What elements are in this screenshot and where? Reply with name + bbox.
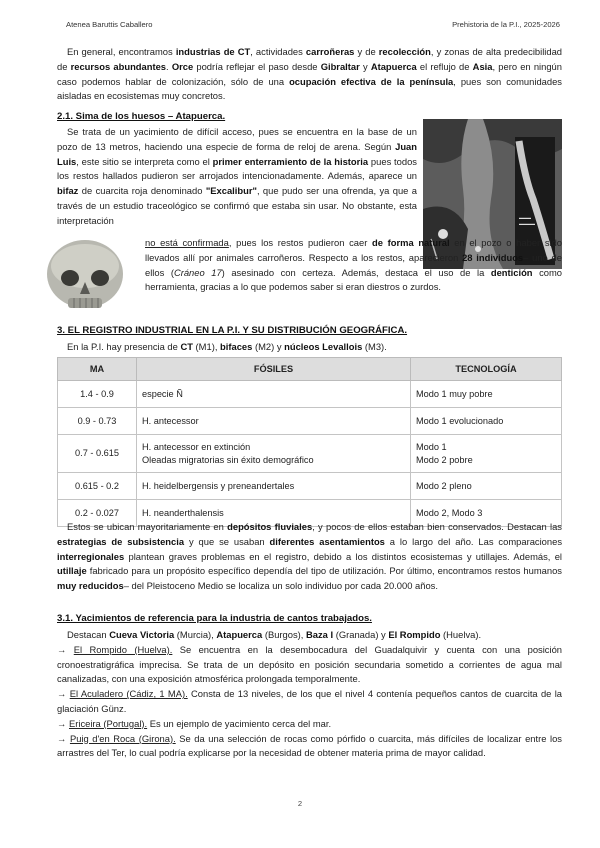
table-row: 0.7 - 0.615 H. antecessor en extinción Oleadas migratorias sin éxito demográfico Modo 1 Modo 2 pobre [58, 435, 562, 473]
arrow-icon: → [57, 643, 67, 655]
arrow-icon: → [57, 717, 67, 729]
list-item: → Ericeira (Portugal). Es un ejemplo de yacimiento cerca del mar. [57, 717, 332, 729]
list-item: → Puig d'en Roca (Girona). Se da una selección de rocas como pórfido o cuarcita, más difíciles de localizar entre los arrastres del Ter, lo cual podría explicarse por la necesidad de obtener materia prima de mayor calidad. [57, 732, 562, 759]
chronology-table [57, 357, 562, 527]
deposits-paragraph: Estos se ubican mayoritariamente en depósitos fluviales, y pocos de ellos estaban bien conservados. Destacan las estrategias de subsistencia y que se usaban diferentes asentamientos a lo largo del año. Las comparaciones interregionales plantean graves problemas en el registro, debido a los distintos ecosistemas y utillajes. Además, el utillaje fabricado para un propósito específico dependía del tipo de utilización. Por último, encontramos restos humanos muy reducidos– del Pleistoceno Medio se localiza un solo individuo por cada 20.000 años. [57, 521, 563, 592]
heading-section3: 3. EL REGISTRO INDUSTRIAL EN LA P.I. Y SU DISTRIBUCIÓN GEOGRÁFICA. [57, 325, 408, 336]
page-number: 2 [297, 799, 303, 808]
table-row: 0.9 - 0.73 H. antecessor Modo 1 evolucionado [58, 408, 562, 435]
arrow-icon: → [57, 732, 67, 744]
table-header-tecnologia: TECNOLOGÍA [411, 358, 562, 381]
table-row: 0.615 - 0.2 H. heidelbergensis y preneandertales Modo 2 pleno [58, 473, 562, 500]
header-author: Atenea Baruttis Caballero [66, 20, 153, 29]
intro-paragraph: En general, encontramos industrias de CT, actividades carroñeras y de recolección, y zonas de alta predecibilidad de recursos abundantes. Orce podría reflejar el paso desde Gibraltar y Atapuerca el reflujo de Asia, pero en ningún caso podemos hablar de colonización, sólo de una ocupación efectiva de la península, pues son comunidades aisladas en ecosistemas muy concretos. [57, 46, 563, 102]
svg-text:▬▬▬: ▬▬▬ [519, 215, 531, 220]
sima-paragraph-continued: no está confirmada, pues los restos pudieron caer de forma natural en el pozo o haber sido llevados allí por animales carroñeros. Respecto a los restos, aparecieron 28 individuos– uno de ellos (Cráneo 17) asesinado con certeza. Además, destaca el uso de la dentición como herramienta, gracias a lo que podemos saber si eran diestros o zurdos. [145, 237, 563, 293]
list-item: → El Rompido (Huelva). Se encuentra en la desembocadura del Guadalquivir y cuenta con una posición cronoestratigráfica imprecisa. Se trata de un depósito en posición secundaria sometido a corrientes de agua mal canalizadas, con una exposición atmosférica prolongada temporalmente. [57, 643, 562, 685]
svg-text:▬▬▬▬: ▬▬▬▬ [519, 221, 535, 226]
table-header-ma: MA [58, 358, 137, 381]
table-header-fosiles: FÓSILES [137, 358, 411, 381]
list-item: → El Aculadero (Cádiz, 1 MA). Consta de 13 niveles, de los que el nivel 4 contenía pequeños cantos de cuarcita de la glaciación Günz. [57, 688, 563, 714]
section31-body: Destacan Cueva Victoria (Murcia), Atapuerca (Burgos), Baza I (Granada) y El Rompido (Huelva). → El Rompido (Huelva). Se encuentra en la desembocadura del Guadalquivir y cuenta con una posición cronoestratigráfica imprecisa. Se trata de un depósito en posición secundaria sometido a corrientes de agua mal canalizadas, con una exposición atmosférica prolongada temporalmente. → El Aculadero (Cádiz, 1 MA). Consta de 13 niveles, de los que el nivel 4 contenía pequeños cantos de cuarcita de la glaciación Günz. → Ericeira (Portugal). Es un ejemplo de yacimiento cerca del mar. → Puig d'en Roca (Girona). Se da una selección de rocas como pórfido o cuarcita, más difíciles de localizar entre los arrastres del Ter, lo cual podría explicarse por la necesidad de obtener materia prima de mayor calidad. [57, 628, 562, 761]
section3-intro: En la P.I. hay presencia de CT (M1), bifaces (M2) y núcleos Levallois (M3). [67, 341, 387, 352]
table-row: 1.4 - 0.9 especie Ñ Modo 1 muy pobre [58, 381, 562, 408]
heading-section31: 3.1. Yacimientos de referencia para la industria de cantos trabajados. [57, 613, 372, 624]
skull-photo [40, 236, 130, 318]
header-course: Prehistoria de la P.I., 2025-2026 [452, 20, 560, 29]
heading-sima: 2.1. Sima de los huesos – Atapuerca. [57, 111, 226, 122]
table-row: 0.2 - 0.027 H. neanderthalensis Modo 2, Modo 3 [58, 500, 562, 527]
arrow-icon: → [57, 688, 67, 700]
sima-paragraph: Se trata de un yacimiento de difícil acceso, pues se encuentra en la base de un pozo de 13 metros, haciendo una especie de forma de reloj de arena. Según Juan Luis, este sitio se interpreta como el primer enterramiento de la historia pues todos los restos hallados pudieron ser arrojados intencionadamente. Además, aparece un bifaz de cuarcita roja denominado "Excalibur", que pudo ser una ofrenda, ya que a través de un estudio traceológico se confirmó que estaba sin usar. No obstante, esta interpretación [57, 126, 418, 226]
